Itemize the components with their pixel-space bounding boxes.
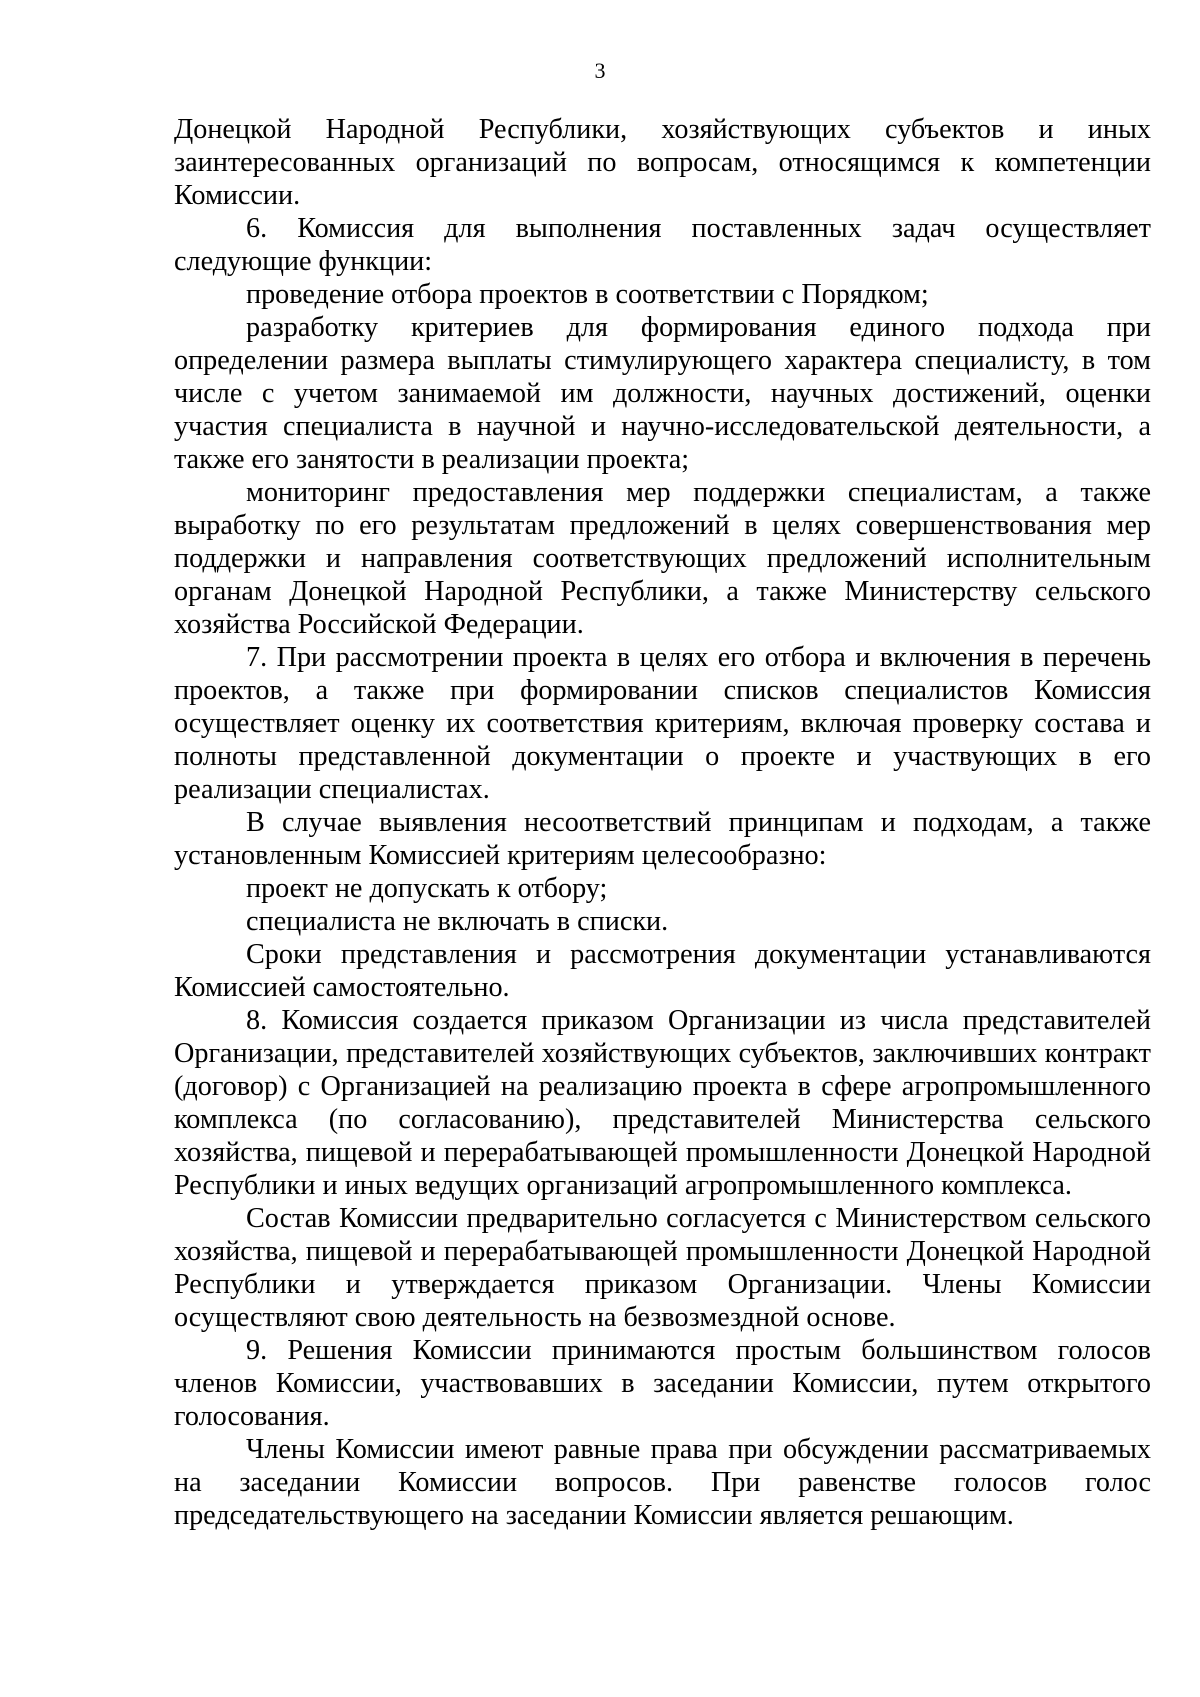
paragraph: 7. При рассмотрении проекта в целях его отбора и включения в перечень проектов, а также при формировании списков специалистов Комиссия осуществляет оценку их соответствия критериям, включая проверку состава и полноты представленной документации о проекте и участвующих в его реализации специалистах.: [174, 642, 1151, 805]
paragraph: мониторинг предоставления мер поддержки специалистам, а также выработку по его результатам предложений в целях совершенствования мер поддержки и направления соответствующих предложений исполнительным органам Донецкой Народной Республики, а также Министерству сельского хозяйства Российской Федерации.: [174, 477, 1151, 640]
paragraph: проект не допускать к отбору;: [246, 873, 608, 904]
page-number: 3: [594, 58, 606, 83]
paragraph: проведение отбора проектов в соответствии с Порядком;: [246, 279, 929, 310]
paragraph: 6. Комиссия для выполнения поставленных задач осуществляет следующие функции:: [174, 213, 1151, 277]
paragraph: Донецкой Народной Республики, хозяйствующих субъектов и иных заинтересованных организаций по вопросам, относящимся к компетенции Комиссии.: [174, 114, 1151, 211]
paragraph: Состав Комиссии предварительно согласуется с Министерством сельского хозяйства, пищевой и перерабатывающей промышленности Донецкой Народной Республики и утверждается приказом Организации. Члены Комиссии осуществляют свою деятельность на безвозмездной основе.: [174, 1203, 1151, 1333]
paragraph: 9. Решения Комиссии принимаются простым большинством голосов членов Комиссии, участвовавших в заседании Комиссии, путем открытого голосования.: [174, 1335, 1151, 1432]
paragraph: специалиста не включать в списки.: [246, 906, 669, 937]
paragraph: Сроки представления и рассмотрения документации устанавливаются Комиссией самостоятельно.: [174, 939, 1151, 1003]
paragraph: Члены Комиссии имеют равные права при обсуждении рассматриваемых на заседании Комиссии вопросов. При равенстве голосов голос председательствующего на заседании Комиссии является решающим.: [174, 1434, 1151, 1531]
paragraph: В случае выявления несоответствий принципам и подходам, а также установленным Комиссией критериям целесообразно:: [174, 807, 1151, 871]
paragraph: разработку критериев для формирования единого подхода при определении размера выплаты стимулирующего характера специалисту, в том числе с учетом занимаемой им должности, научных достижений, оценки участия специалиста в научной и научно-исследовательской деятельности, а также его занятости в реализации проекта;: [174, 312, 1151, 475]
document-body: [174, 113, 1151, 1532]
paragraph: 8. Комиссия создается приказом Организации из числа представителей Организации, представителей хозяйствующих субъектов, заключивших контракт (договор) с Организацией на реализацию проекта в сфере агропромышленного комплекса (по согласованию), представителей Министерства сельского хозяйства, пищевой и перерабатывающей промышленности Донецкой Народной Республики и иных ведущих организаций агропромышленного комплекса.: [174, 1005, 1151, 1201]
